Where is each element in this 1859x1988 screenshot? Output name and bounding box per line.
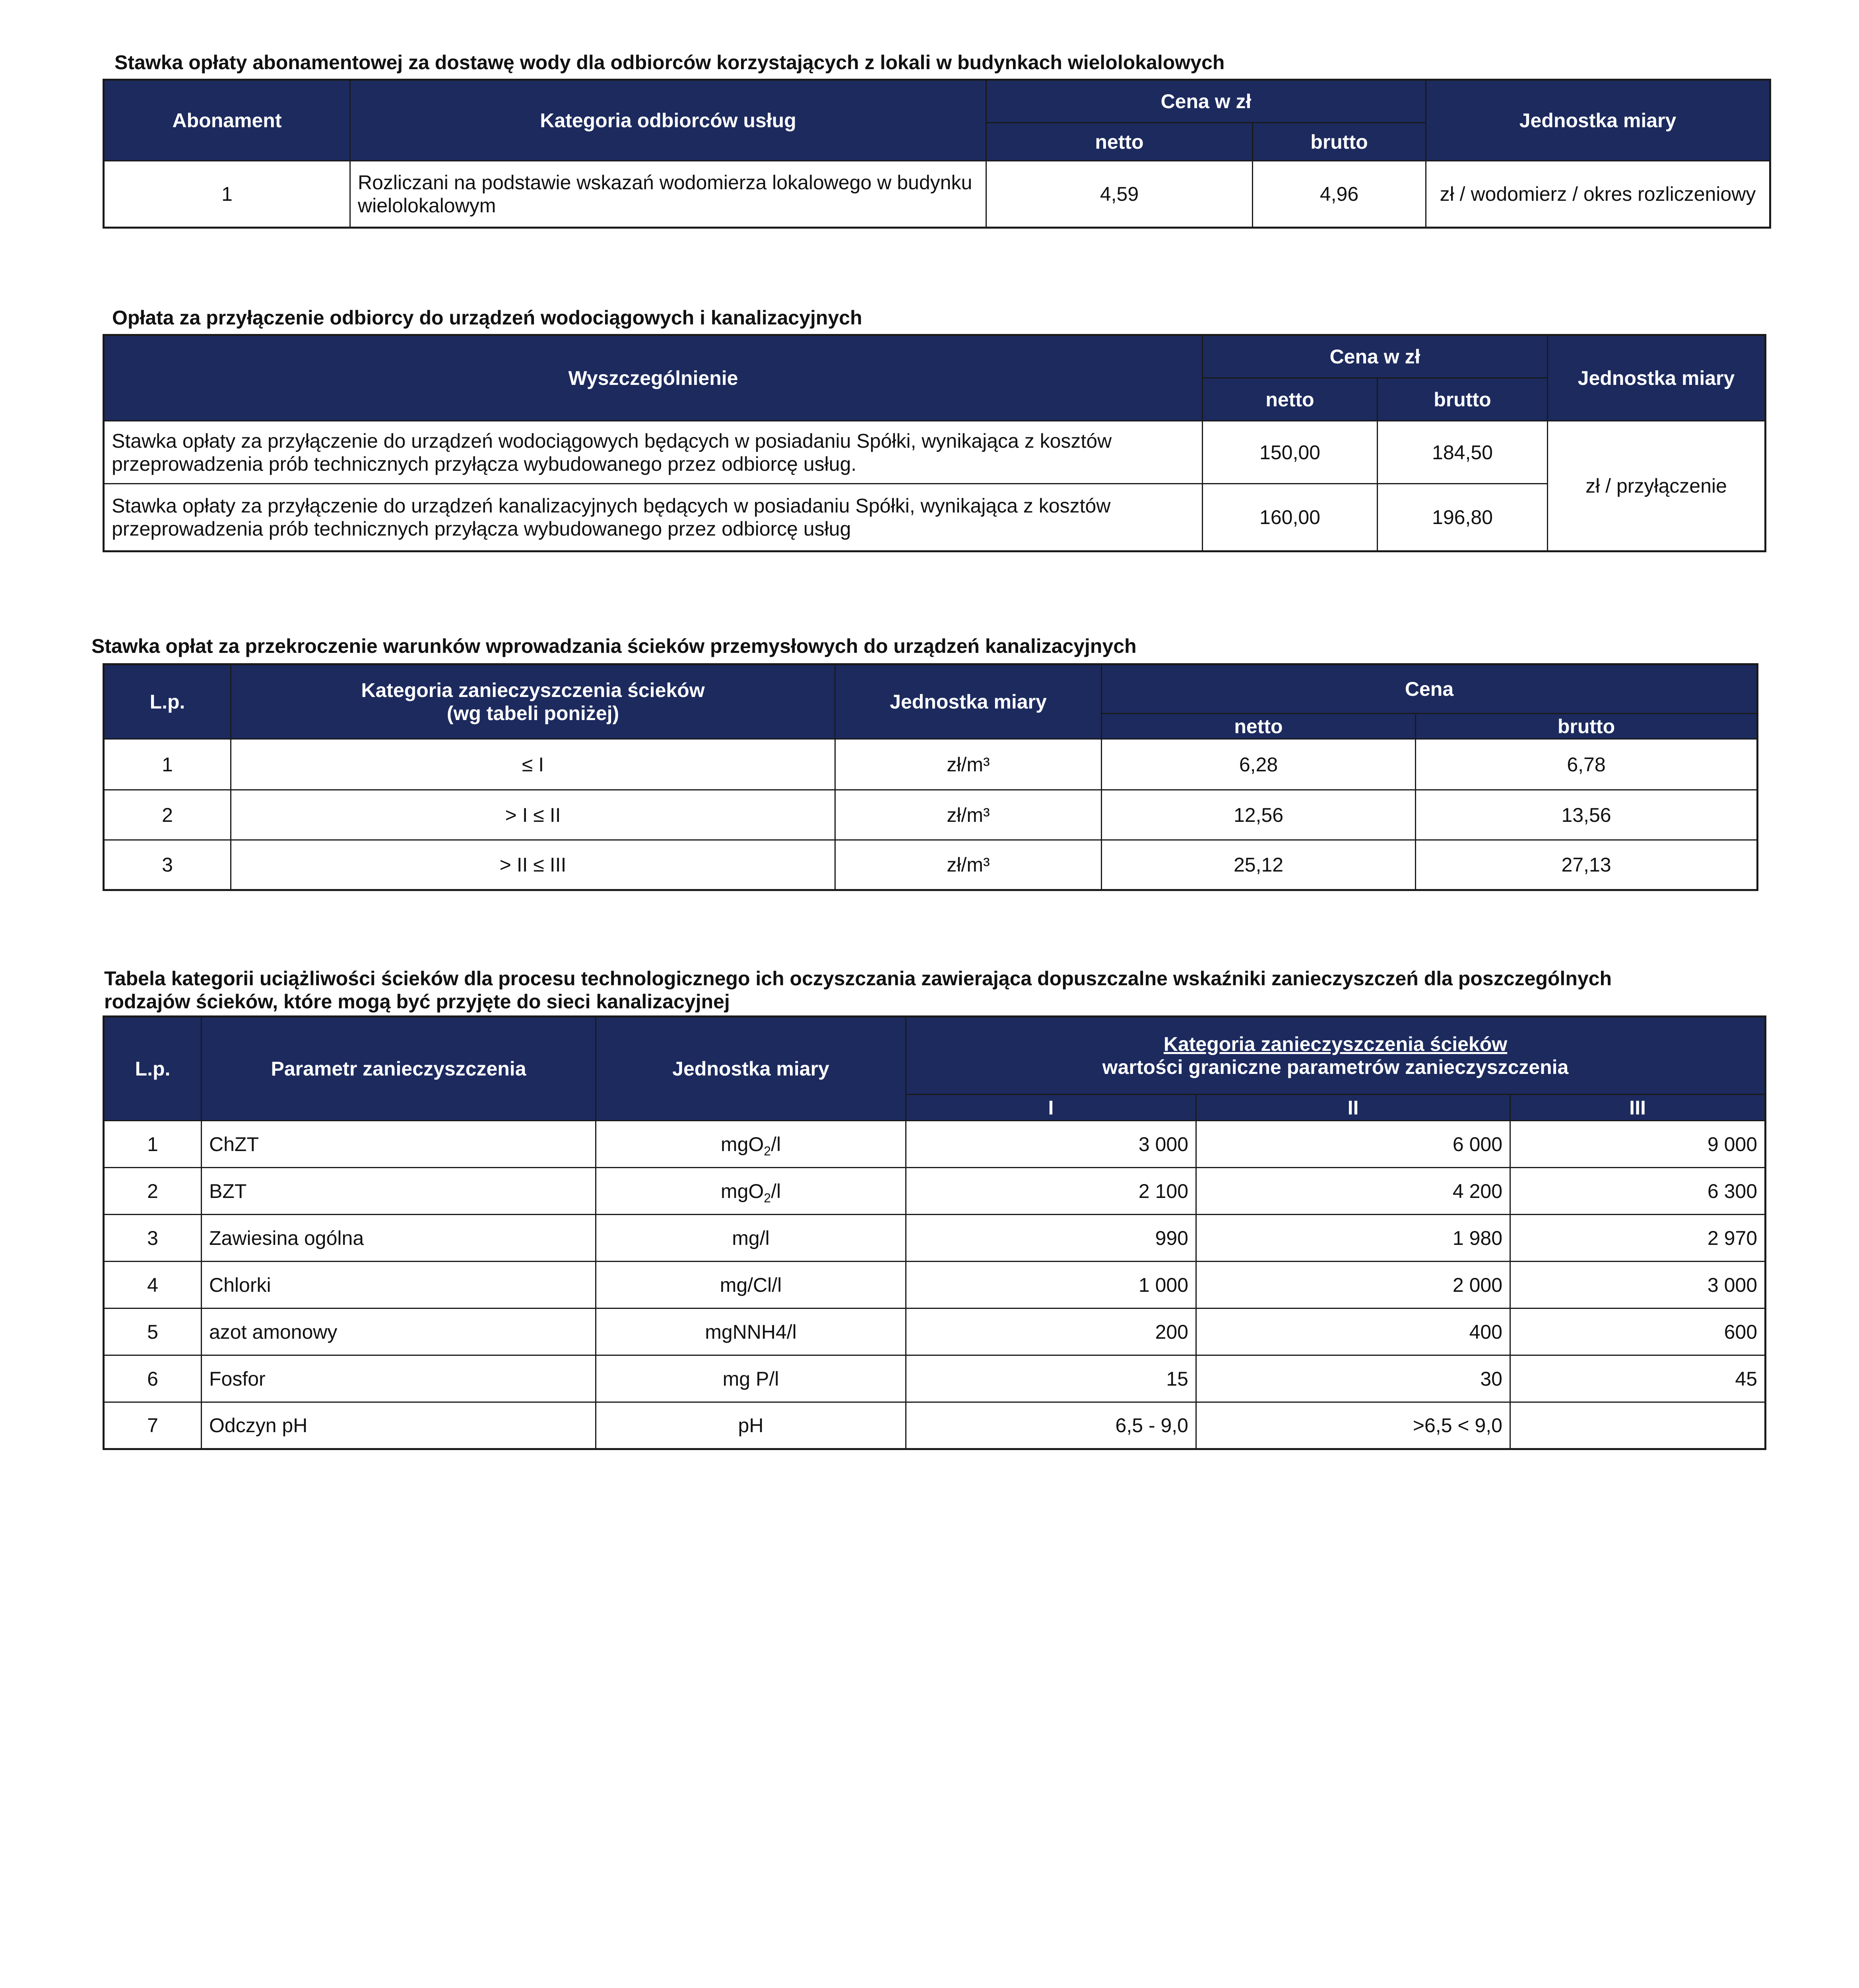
cell-jednostka: zł/m³ xyxy=(835,739,1102,790)
cell-cat2: >6,5 < 9,0 xyxy=(1196,1402,1510,1449)
cell-opis: Stawka opłaty za przyłączenie do urządzeń wodociągowych będących w posiadaniu Spółki, wynikająca z kosztów przeprowadzenia prób technicznych przyłącza wybudowanego przez odbiorcę usług. xyxy=(104,421,1203,484)
cell-jednostka xyxy=(596,1262,906,1309)
cell-lp: 7 xyxy=(104,1402,202,1449)
header-kategoria-line2: wartości graniczne parametrów zanieczyszczenia xyxy=(1102,1056,1569,1078)
table3-title: Stawka opłat za przekroczenie warunków wprowadzania ścieków przemysłowych do urządzeń kanalizacyjnych xyxy=(91,635,1137,657)
cell-jednostka: zł / wodomierz / okres rozliczeniowy xyxy=(1426,161,1770,228)
table-row xyxy=(104,161,1770,228)
header-jednostka: Jednostka miary xyxy=(1548,335,1766,421)
unit-pre: mg/l xyxy=(732,1227,770,1249)
header-netto: netto xyxy=(986,123,1253,161)
unit-pre: mg P/l xyxy=(722,1367,779,1390)
cell-lp: 2 xyxy=(104,790,231,840)
cell-cat1: 6,5 - 9,0 xyxy=(906,1402,1196,1449)
cell-cat2: 4 200 xyxy=(1196,1168,1510,1215)
cell-kategoria: > II ≤ III xyxy=(231,840,835,890)
cell-brutto: 196,80 xyxy=(1378,484,1548,551)
cell-lp: 3 xyxy=(104,1215,202,1262)
table2-title: Opłata za przyłączenie odbiorcy do urządzeń wodociągowych i kanalizacyjnych xyxy=(112,307,862,329)
header-lp: L.p. xyxy=(104,1017,202,1121)
cell-netto: 12,56 xyxy=(1102,790,1416,840)
cell-jednostka xyxy=(596,1402,906,1449)
header-brutto: brutto xyxy=(1253,123,1426,161)
unit-post: /l xyxy=(771,1133,781,1155)
unit-sub: 2 xyxy=(764,1143,771,1158)
table-row xyxy=(104,1121,1766,1168)
cell-jednostka xyxy=(596,1215,906,1262)
wastewater-excess-fee-table xyxy=(103,663,1758,891)
unit-pre: mg/Cl/l xyxy=(720,1274,782,1296)
cell-parametr: Zawiesina ogólna xyxy=(202,1215,596,1262)
cell-cat3 xyxy=(1510,1402,1766,1449)
pollution-category-table xyxy=(103,1015,1766,1450)
cell-parametr: Fosfor xyxy=(202,1355,596,1402)
table-row xyxy=(104,840,1758,890)
cell-lp: 3 xyxy=(104,840,231,890)
cell-jednostka xyxy=(596,1168,906,1215)
cell-cat3: 9 000 xyxy=(1510,1121,1766,1168)
cell-cat3: 45 xyxy=(1510,1355,1766,1402)
header-netto: netto xyxy=(1102,714,1416,739)
cell-jednostka xyxy=(596,1121,906,1168)
header-jednostka: Jednostka miary xyxy=(596,1017,906,1121)
header-cena: Cena xyxy=(1102,664,1758,714)
cell-jednostka xyxy=(596,1355,906,1402)
cell-cat3: 600 xyxy=(1510,1309,1766,1355)
cell-cat1: 3 000 xyxy=(906,1121,1196,1168)
cell-cat3: 2 970 xyxy=(1510,1215,1766,1262)
cell-parametr: azot amonowy xyxy=(202,1309,596,1355)
table-row xyxy=(104,1215,1766,1262)
header-kategoria-line2: (wg tabeli poniżej) xyxy=(446,702,619,724)
cell-brutto: 27,13 xyxy=(1416,840,1758,890)
header-cat3: III xyxy=(1510,1095,1766,1121)
cell-lp: 2 xyxy=(104,1168,202,1215)
cell-netto: 150,00 xyxy=(1203,421,1378,484)
unit-pre: mgO xyxy=(720,1133,764,1155)
cell-brutto: 13,56 xyxy=(1416,790,1758,840)
cell-cat2: 6 000 xyxy=(1196,1121,1510,1168)
cell-cat1: 2 100 xyxy=(906,1168,1196,1215)
table-row xyxy=(104,1402,1766,1449)
unit-post: /l xyxy=(771,1180,781,1202)
subscription-fee-table xyxy=(103,79,1771,229)
table-row xyxy=(104,1262,1766,1309)
cell-kategoria: ≤ I xyxy=(231,739,835,790)
header-brutto: brutto xyxy=(1416,714,1758,739)
cell-parametr: BZT xyxy=(202,1168,596,1215)
header-cat2: II xyxy=(1196,1095,1510,1121)
header-parametr: Parametr zanieczyszczenia xyxy=(202,1017,596,1121)
cell-cat3: 6 300 xyxy=(1510,1168,1766,1215)
header-jednostka: Jednostka miary xyxy=(1426,80,1770,161)
table-row xyxy=(104,790,1758,840)
header-abonament: Abonament xyxy=(104,80,350,161)
cell-netto: 25,12 xyxy=(1102,840,1416,890)
header-kategoria: Kategoria odbiorców usług xyxy=(350,80,986,161)
cell-cat1: 990 xyxy=(906,1215,1196,1262)
cell-lp: 1 xyxy=(104,739,231,790)
cell-opis: Stawka opłaty za przyłączenie do urządzeń kanalizacyjnych będących w posiadaniu Spółki, wynikająca z kosztów przeprowadzenia prób technicznych przyłącza wybudowanego przez odbiorcę usług xyxy=(104,484,1203,551)
connection-fee-table xyxy=(103,334,1766,552)
table-row xyxy=(104,1168,1766,1215)
unit-pre: mgNNH4/l xyxy=(705,1320,797,1343)
cell-parametr: Odczyn pH xyxy=(202,1402,596,1449)
table4-title: Tabela kategorii uciążliwości ścieków dla procesu technologicznego ich oczyszczania zawierająca dopuszczalne wskaźniki zanieczyszczeń dla poszczególnych rodzajów ścieków, które mogą być przyjęte do sieci kanalizacyjnej xyxy=(104,967,1612,1013)
cell-cat2: 400 xyxy=(1196,1309,1510,1355)
cell-parametr: ChZT xyxy=(202,1121,596,1168)
table-row xyxy=(104,484,1766,551)
cell-lp: 1 xyxy=(104,1121,202,1168)
cell-lp: 4 xyxy=(104,1262,202,1309)
header-cat1: I xyxy=(906,1095,1196,1121)
cell-cat2: 2 000 xyxy=(1196,1262,1510,1309)
cell-lp: 5 xyxy=(104,1309,202,1355)
header-cena: Cena w zł xyxy=(1203,335,1548,378)
cell-cat3: 3 000 xyxy=(1510,1262,1766,1309)
cell-jednostka xyxy=(596,1309,906,1355)
header-kategoria-line1: Kategoria zanieczyszczenia ścieków xyxy=(1163,1033,1508,1055)
cell-netto: 6,28 xyxy=(1102,739,1416,790)
unit-sub: 2 xyxy=(764,1190,771,1205)
cell-abonament: 1 xyxy=(104,161,350,228)
header-kategoria xyxy=(231,664,835,739)
cell-parametr: Chlorki xyxy=(202,1262,596,1309)
cell-lp: 6 xyxy=(104,1355,202,1402)
header-netto: netto xyxy=(1203,378,1378,421)
header-cena: Cena w zł xyxy=(986,80,1426,123)
header-kategoria-line1: Kategoria zanieczyszczenia ścieków xyxy=(361,679,705,701)
cell-brutto: 184,50 xyxy=(1378,421,1548,484)
unit-pre: pH xyxy=(738,1414,764,1437)
table-row xyxy=(104,1309,1766,1355)
cell-brutto: 6,78 xyxy=(1416,739,1758,790)
header-brutto: brutto xyxy=(1378,378,1548,421)
cell-jednostka: zł / przyłączenie xyxy=(1548,421,1766,551)
cell-brutto: 4,96 xyxy=(1253,161,1426,228)
table1-title: Stawka opłaty abonamentowej za dostawę wody dla odbiorców korzystających z lokali w budynkach wielolokalowych xyxy=(114,51,1225,74)
header-wyszczegolnienie: Wyszczególnienie xyxy=(104,335,1203,421)
cell-netto: 4,59 xyxy=(986,161,1253,228)
cell-cat1: 200 xyxy=(906,1309,1196,1355)
header-lp: L.p. xyxy=(104,664,231,739)
cell-cat2: 30 xyxy=(1196,1355,1510,1402)
cell-kategoria: > I ≤ II xyxy=(231,790,835,840)
cell-cat1: 15 xyxy=(906,1355,1196,1402)
cell-cat1: 1 000 xyxy=(906,1262,1196,1309)
table-row xyxy=(104,1355,1766,1402)
unit-pre: mgO xyxy=(720,1180,764,1202)
table-row xyxy=(104,421,1766,484)
cell-jednostka: zł/m³ xyxy=(835,840,1102,890)
header-jednostka: Jednostka miary xyxy=(835,664,1102,739)
header-kategoria xyxy=(906,1017,1766,1095)
table-row xyxy=(104,739,1758,790)
cell-cat2: 1 980 xyxy=(1196,1215,1510,1262)
cell-kategoria: Rozliczani na podstawie wskazań wodomierza lokalowego w budynku wielolokalowym xyxy=(350,161,986,228)
cell-netto: 160,00 xyxy=(1203,484,1378,551)
cell-jednostka: zł/m³ xyxy=(835,790,1102,840)
